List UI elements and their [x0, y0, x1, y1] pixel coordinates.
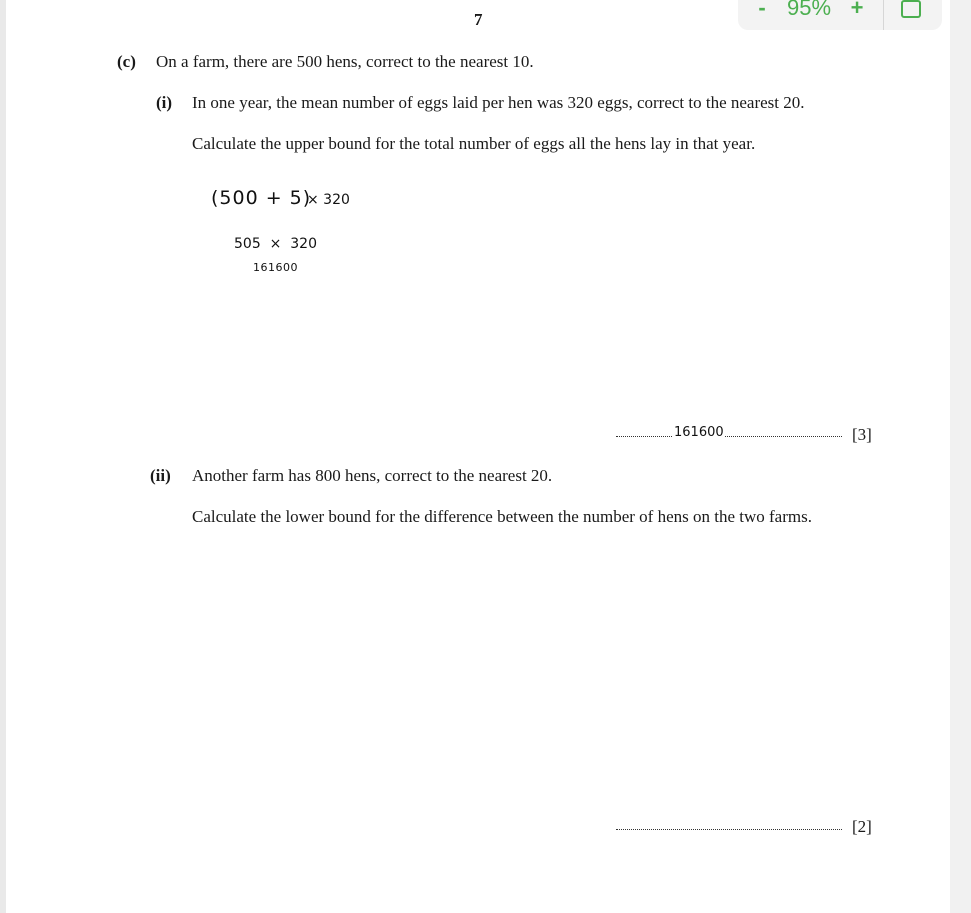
part-ii-label: (ii) — [150, 466, 171, 485]
toolbar-divider — [883, 0, 884, 30]
marks-ii: [2] — [852, 817, 872, 836]
marks-i: [3] — [852, 425, 872, 444]
zoom-toolbar — [738, 0, 942, 30]
part-i-instruction: Calculate the upper bound for the total number of eggs all the hens lay in that year. — [192, 134, 756, 153]
viewer-right-edge — [950, 0, 971, 913]
fit-page-icon[interactable] — [901, 0, 921, 18]
working-line-1-bracket: (500 + 5) — [211, 187, 312, 209]
answer-line-ii[interactable] — [616, 829, 842, 830]
working-line-3: 161600 — [253, 261, 298, 274]
part-ii-question: Another farm has 800 hens, correct to the nearest 20. — [192, 466, 553, 485]
part-c-label: (c) — [117, 52, 136, 71]
page-number: 7 — [474, 10, 483, 29]
zoom-out-button[interactable]: - — [758, 0, 766, 20]
working-line-1-tail: × 320 — [307, 192, 350, 208]
answer-i: 161600 — [674, 425, 724, 440]
zoom-level: 95% — [786, 0, 832, 20]
working-line-2: 505 × 320 — [234, 236, 317, 252]
part-i-label: (i) — [156, 93, 173, 112]
part-c-text: On a farm, there are 500 hens, correct to the nearest 10. — [156, 52, 534, 71]
part-i-question: In one year, the mean number of eggs laid per hen was 320 eggs, correct to the nearest 20. — [192, 93, 805, 112]
answer-line-i[interactable] — [616, 436, 842, 437]
zoom-in-button[interactable]: + — [850, 0, 864, 20]
part-ii-instruction: Calculate the lower bound for the difference between the number of hens on the two farms. — [192, 507, 812, 526]
